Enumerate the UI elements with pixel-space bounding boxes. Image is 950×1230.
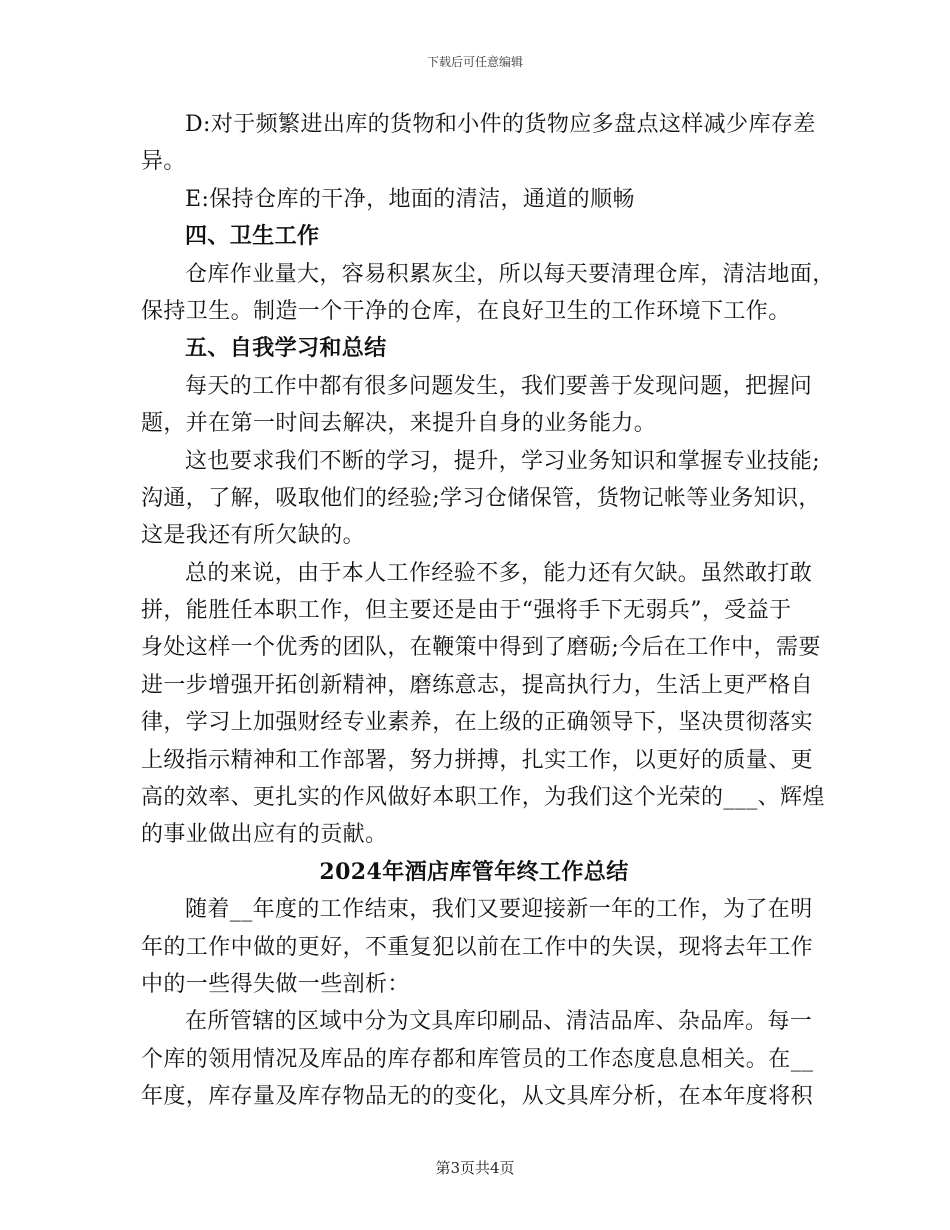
document-title: 2024年酒店库管年终工作总结 [319, 858, 629, 885]
body-line: 每天的工作中都有很多问题发生，我们要善于发现问题，把握问 [185, 373, 813, 399]
body-line: 身处这样一个优秀的团队，在鞭策中得到了磨砺;今后在工作中，需要 [141, 635, 821, 661]
body-line: 年的工作中做的更好，不重复犯以前在工作中的失误，现将去年工作 [141, 934, 814, 960]
body-line: 这是我还有所欠缺的。 [141, 523, 366, 549]
page-header: 下载后可任意编辑 [426, 55, 523, 69]
body-line: 题，并在第一时间去解决，来提升自身的业务能力。 [141, 411, 657, 437]
section-heading: 五、自我学习和总结 [185, 335, 387, 362]
body-line: E:保持仓库的干净，地面的清洁，通道的顺畅 [185, 186, 635, 212]
body-line: 个库的领用情况及库品的库存都和库管员的工作态度息息相关。在__ [141, 1046, 814, 1072]
body-line: 的事业做出应有的贡献。 [141, 822, 388, 848]
body-line: D:对于频繁进出库的货物和小件的货物应多盘点这样减少库存差 [185, 112, 816, 137]
body-line: 拼，能胜任本职工作，但主要还是由于“强将手下无弱兵”，受益于 [141, 598, 792, 624]
body-line: 上级指示精神和工作部署，努力拼搏，扎实工作，以更好的质量、更 [141, 747, 814, 773]
body-line: 保持卫生。制造一个干净的仓库，在良好卫生的工作环境下工作。 [141, 298, 791, 324]
document-body [141, 106, 835, 1116]
body-line: 仓库作业量大，容易积累灰尘，所以每天要清理仓库，清洁地面， [185, 261, 835, 287]
body-line: 中的一些得失做一些剖析： [141, 971, 410, 997]
body-line: 随着__年度的工作结束，我们又要迎接新一年的工作，为了在明 [185, 897, 813, 923]
body-line: 沟通，了解，吸取他们的经验;学习仓储保管，货物记帐等业务知识， [141, 485, 821, 511]
section-heading: 四、卫生工作 [185, 223, 320, 250]
body-line: 这也要求我们不断的学习，提升，学习业务知识和掌握专业技能; [185, 448, 821, 474]
body-line: 年度，库存量及库存物品无的的变化，从文具库分析，在本年度将积 [141, 1084, 814, 1110]
body-line: 在所管辖的区域中分为文具库印刷品、清洁品库、杂品库。每一 [185, 1009, 813, 1035]
body-line: 律，学习上加强财经专业素养，在上级的正确领导下，坚决贯彻落实 [141, 710, 814, 736]
body-line: 异。 [141, 149, 186, 175]
body-line: 进一步增强开拓创新精神，磨练意志，提高执行力，生活上更严格自 [141, 672, 814, 698]
page-footer: 第3页共4页 [435, 1159, 515, 1177]
body-line: 总的来说，由于本人工作经验不多，能力还有欠缺。虽然敢打敢 [185, 560, 813, 586]
body-line: 高的效率、更扎实的作风做好本职工作，为我们这个光荣的___、辉煌 [141, 785, 825, 811]
